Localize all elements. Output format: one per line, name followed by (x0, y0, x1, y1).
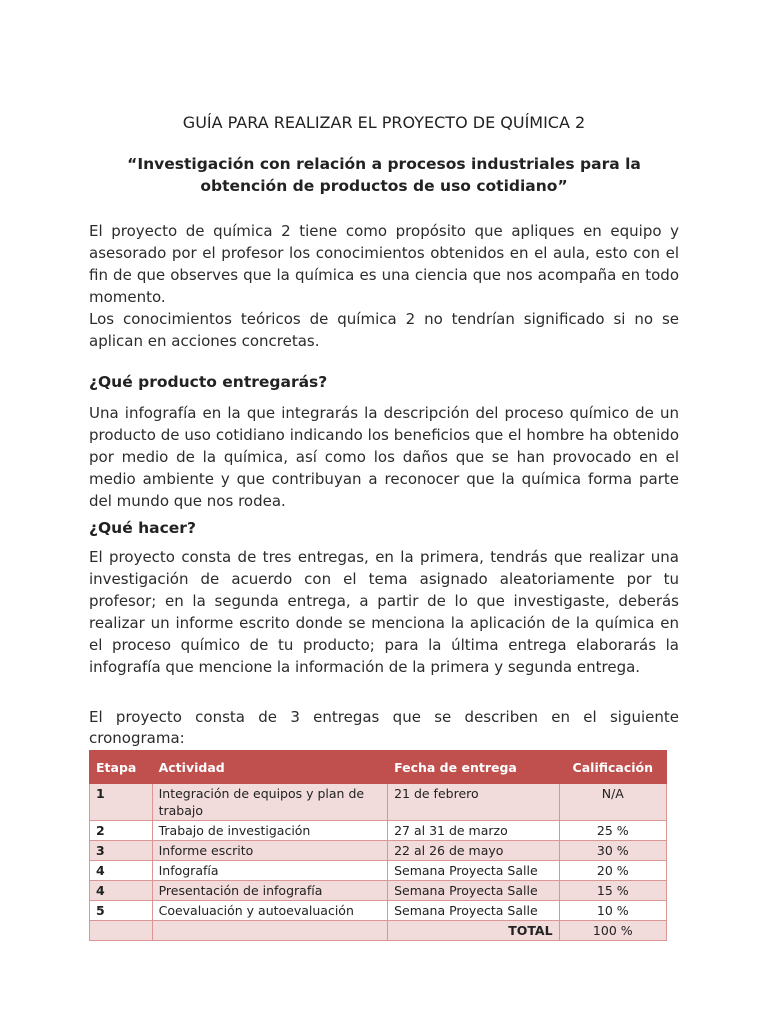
intro-paragraph-1: El proyecto de química 2 tiene como propósito que apliques en equipo y asesorado por el profesor los conocimientos obtenidos en el aula, esto con el fin de que observes que la química es una ciencia que nos acompaña en todo momento. (89, 222, 679, 306)
heading-producto: ¿Qué producto entregarás? (89, 373, 328, 391)
cell-empty (152, 921, 387, 941)
table-row (90, 861, 667, 881)
document-subtitle: “Investigación con relación a procesos industriales para la obtención de productos de uso cotidiano” (127, 155, 641, 195)
document-title: GUÍA PARA REALIZAR EL PROYECTO DE QUÍMICA 2 (182, 113, 586, 132)
cell-empty (90, 921, 153, 941)
cell-calificacion: N/A (559, 784, 666, 821)
header-etapa: Etapa (90, 751, 153, 784)
table-total-row (90, 921, 667, 941)
producto-paragraph: Una infografía en la que integrarás la descripción del proceso químico de un producto de uso cotidiano indicando los beneficios que el hombre ha obtenido por medio de la química, así como los daños que se han provocado en el medio ambiente y que contribuyan a reconocer que la química forma parte del mundo que nos rodea. (89, 404, 679, 510)
cell-calificacion: 25 % (559, 821, 666, 841)
cell-fecha: Semana Proyecta Salle (388, 901, 560, 921)
que-hacer-paragraph: El proyecto consta de tres entregas, en la primera, tendrás que realizar una investigación de acuerdo con el tema asignado aleatoriamente por tu profesor; en la segunda entrega, a partir de lo que investigaste, deberás realizar un informe escrito donde se menciona la aplicación de la química en el proceso químico de tu producto; para la última entrega elaborarás la infografía que mencione la información de la primera y segunda entrega. (89, 548, 679, 676)
cell-actividad: Integración de equipos y plan de trabajo (152, 784, 387, 821)
table-header-row (90, 751, 667, 784)
cell-actividad: Trabajo de investigación (152, 821, 387, 841)
cell-calificacion: 10 % (559, 901, 666, 921)
cell-fecha: 22 al 26 de mayo (388, 841, 560, 861)
cell-etapa: 4 (90, 861, 153, 881)
table-row (90, 901, 667, 921)
table-row (90, 821, 667, 841)
cell-fecha: 27 al 31 de marzo (388, 821, 560, 841)
cell-actividad: Coevaluación y autoevaluación (152, 901, 387, 921)
table-row (90, 841, 667, 861)
cell-actividad: Presentación de infografía (152, 881, 387, 901)
total-value: 100 % (559, 921, 666, 941)
heading-que-hacer: ¿Qué hacer? (89, 519, 196, 537)
header-calificacion: Calificación (559, 751, 666, 784)
header-actividad: Actividad (152, 751, 387, 784)
cell-etapa: 2 (90, 821, 153, 841)
cell-calificacion: 15 % (559, 881, 666, 901)
cell-fecha: Semana Proyecta Salle (388, 881, 560, 901)
table-row (90, 881, 667, 901)
cell-calificacion: 20 % (559, 861, 666, 881)
total-label: TOTAL (388, 921, 560, 941)
cell-actividad: Infografía (152, 861, 387, 881)
cell-fecha: 21 de febrero (388, 784, 560, 821)
cell-etapa: 1 (90, 784, 153, 821)
intro-paragraph-2: Los conocimientos teóricos de química 2 no tendrían significado si no se aplican en acciones concretas. (89, 310, 679, 350)
cell-calificacion: 30 % (559, 841, 666, 861)
cell-etapa: 3 (90, 841, 153, 861)
cell-etapa: 4 (90, 881, 153, 901)
cell-actividad: Informe escrito (152, 841, 387, 861)
cronograma-intro: El proyecto consta de 3 entregas que se describen en el siguiente cronograma: (89, 708, 679, 747)
cell-etapa: 5 (90, 901, 153, 921)
table-row (90, 784, 667, 821)
cronograma-table (89, 750, 667, 941)
header-fecha: Fecha de entrega (388, 751, 560, 784)
cell-fecha: Semana Proyecta Salle (388, 861, 560, 881)
